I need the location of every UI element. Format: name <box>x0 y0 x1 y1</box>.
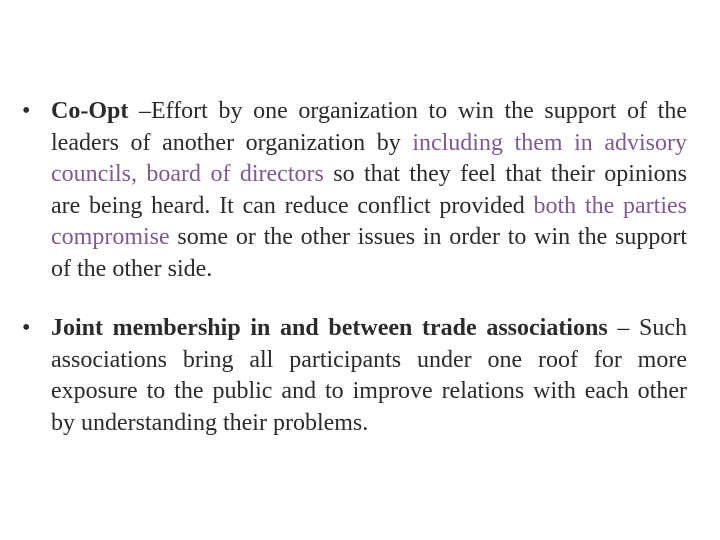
co-opt-highlight-2: both the parties compromise <box>51 192 687 250</box>
term-joint-membership: Joint membership in and between trade associations <box>51 315 608 341</box>
term-co-opt: Co-Opt <box>51 98 129 124</box>
co-opt-text-1: –Effort by one organization to win the support of the leaders of another organization by <box>51 98 687 156</box>
bullet-list <box>22 96 687 439</box>
bullet-marker: • <box>22 98 31 124</box>
co-opt-text-2: so that they feel that their opinions are being heard. It can reduce conflict provided <box>51 161 687 219</box>
bullet-marker: • <box>22 315 31 341</box>
joint-membership-text: – Such associations bring all participants under one roof for more exposure to the public and to improve relations with each other by understanding their problems. <box>51 315 687 436</box>
bullet-joint-membership <box>22 313 687 439</box>
co-opt-highlight-1: including them in advisory councils, board of directors <box>51 129 687 187</box>
co-opt-text-3: some or the other issues in order to win the support of the other side. <box>51 224 687 282</box>
bullet-co-opt <box>22 96 687 285</box>
